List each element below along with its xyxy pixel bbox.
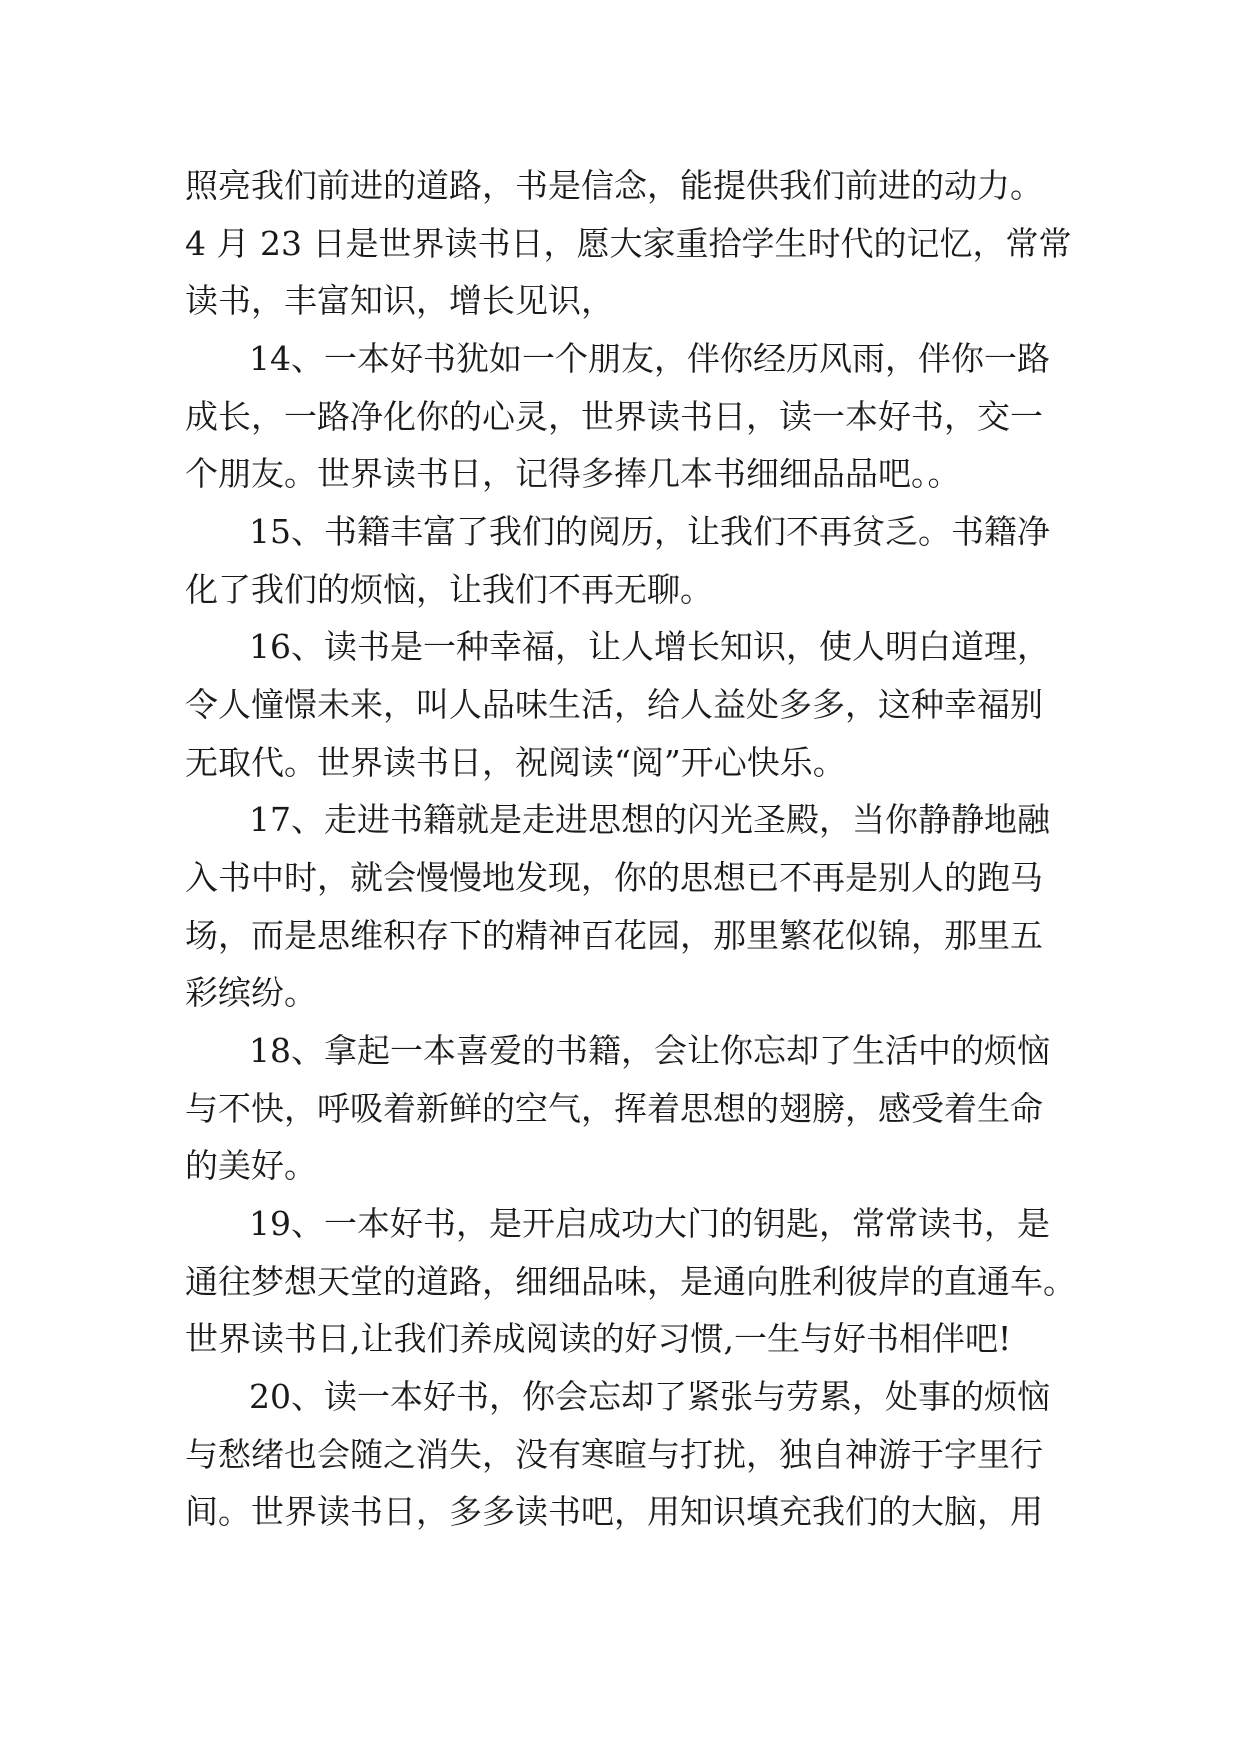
text-line: 间。世界读书日，多多读书吧，用知识填充我们的大脑，用: [185, 1492, 1043, 1531]
text-line: 读书，丰富知识，增长见识，: [185, 281, 614, 320]
text-line: 与不快，呼吸着新鲜的空气，挥着思想的翅膀，感受着生命: [185, 1089, 1043, 1128]
text-line: 的美好。: [185, 1146, 317, 1185]
paragraph-first-line: 16、读书是一种幸福，让人增长知识，使人明白道理，: [249, 627, 1050, 666]
text-line: 成长，一路净化你的心灵，世界读书日，读一本好书，交一: [185, 397, 1043, 436]
paragraph-first-line: 14、一本好书犹如一个朋友，伴你经历风雨，伴你一路: [249, 339, 1050, 378]
text-line: 个朋友。世界读书日，记得多捧几本书细细品品吧。。: [185, 454, 961, 493]
text-line: 彩缤纷。: [185, 973, 317, 1012]
text-line: 无取代。世界读书日，祝阅读“阅”开心快乐。: [185, 743, 846, 782]
text-line: 通往梦想天堂的道路，细细品味，是通向胜利彼岸的直通车。: [185, 1262, 1076, 1301]
paragraph-first-line: 18、拿起一本喜爱的书籍，会让你忘却了生活中的烦恼: [249, 1031, 1050, 1070]
paragraph-first-line: 19、一本好书，是开启成功大门的钥匙，常常读书，是: [249, 1204, 1050, 1243]
text-line: 化了我们的烦恼，让我们不再无聊。: [185, 570, 713, 609]
text-line: 照亮我们前进的道路，书是信念，能提供我们前进的动力。: [185, 166, 1043, 205]
text-line: 场，而是思维积存下的精神百花园，那里繁花似锦，那里五: [185, 916, 1043, 955]
paragraph-first-line: 15、书籍丰富了我们的阅历，让我们不再贫乏。书籍净: [249, 512, 1050, 551]
paragraph-first-line: 20、读一本好书，你会忘却了紧张与劳累，处事的烦恼: [249, 1377, 1050, 1416]
text-line: 与愁绪也会随之消失，没有寒暄与打扰，独自神游于字里行: [185, 1435, 1043, 1474]
text-line: 入书中时，就会慢慢地发现，你的思想已不再是别人的跑马: [185, 858, 1043, 897]
text-line: 世界读书日,让我们养成阅读的好习惯,一生与好书相伴吧!: [185, 1319, 1012, 1358]
paragraph-first-line: 17、走进书籍就是走进思想的闪光圣殿，当你静静地融: [249, 800, 1050, 839]
text-line: 令人憧憬未来，叫人品味生活，给人益处多多，这种幸福别: [185, 685, 1043, 724]
text-line: 4 月 23 日是世界读书日，愿大家重拾学生时代的记忆，常常: [185, 224, 1072, 263]
